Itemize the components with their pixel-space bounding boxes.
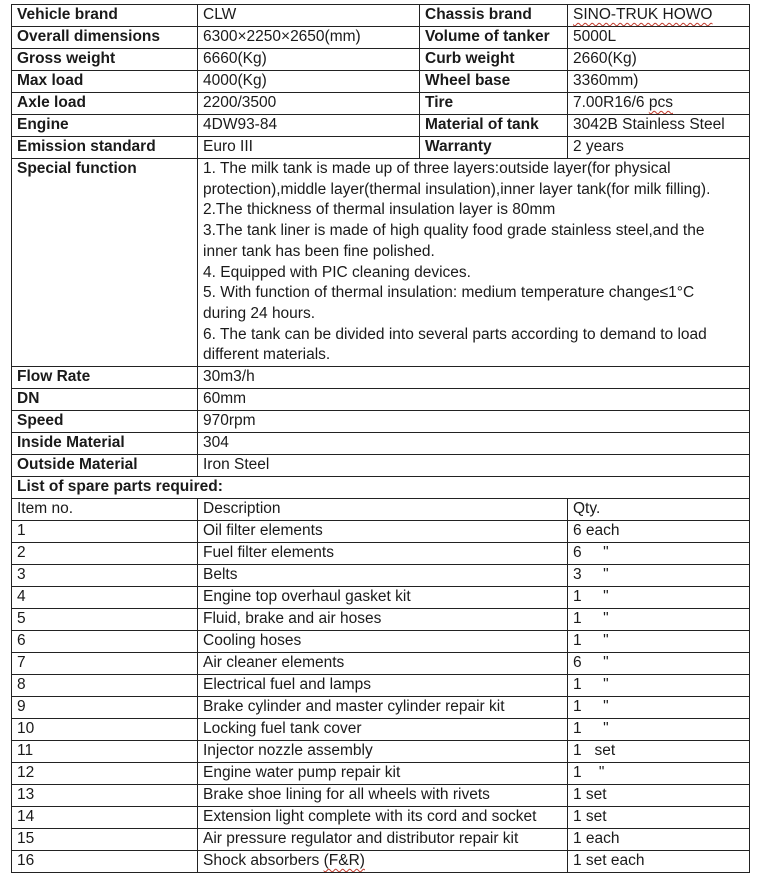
table-row xyxy=(12,543,750,565)
special-function-line: different materials. xyxy=(203,346,331,364)
description-cell: Oil filter elements xyxy=(198,521,568,543)
qty-cell: 1 set xyxy=(568,741,750,763)
spec-label: Vehicle brand xyxy=(12,5,198,27)
table-row xyxy=(12,763,750,785)
spec-value: 4DW93-84 xyxy=(198,115,420,137)
special-function-line: 6. The tank can be divided into several parts according to demand to load xyxy=(203,325,707,343)
table-row xyxy=(12,829,750,851)
spec-label: Material of tank xyxy=(420,115,568,137)
qty-cell: 1 " xyxy=(568,587,750,609)
qty-cell: 1 set xyxy=(568,807,750,829)
item-no-cell: 2 xyxy=(12,543,198,565)
table-row xyxy=(12,653,750,675)
extra-row xyxy=(12,411,750,433)
spare-parts-header-row xyxy=(12,499,750,521)
qty-cell: 1 " xyxy=(568,609,750,631)
item-no-cell: 3 xyxy=(12,565,198,587)
spec-value: 2 years xyxy=(568,137,750,159)
extra-label: DN xyxy=(12,389,198,411)
extra-value: 304 xyxy=(198,433,750,455)
spec-value: 7.00R16/6 pcs xyxy=(568,93,750,115)
extra-value: 60mm xyxy=(198,389,750,411)
description-cell: Extension light complete with its cord and socket xyxy=(198,807,568,829)
spare-parts-title-row xyxy=(12,477,750,499)
spec-row xyxy=(12,71,750,93)
item-no-cell: 4 xyxy=(12,587,198,609)
spec-label: Emission standard xyxy=(12,137,198,159)
qty-cell: 6 each xyxy=(568,521,750,543)
table-row xyxy=(12,609,750,631)
extra-row xyxy=(12,367,750,389)
extra-label: Speed xyxy=(12,411,198,433)
spec-label: Engine xyxy=(12,115,198,137)
item-no-cell: 12 xyxy=(12,763,198,785)
qty-cell: 3 " xyxy=(568,565,750,587)
description-cell xyxy=(198,851,568,873)
spec-label: Overall dimensions xyxy=(12,27,198,49)
special-function-label: Special function xyxy=(12,159,198,367)
description-cell: Locking fuel tank cover xyxy=(198,719,568,741)
spec-row xyxy=(12,93,750,115)
spec-label: Gross weight xyxy=(12,49,198,71)
description-cell: Injector nozzle assembly xyxy=(198,741,568,763)
column-header-qty: Qty. xyxy=(568,499,750,521)
special-function-line: 5. With function of thermal insulation: medium temperature change≤1°C xyxy=(203,284,695,302)
description-cell: Belts xyxy=(198,565,568,587)
qty-cell: 1 " xyxy=(568,631,750,653)
spec-label: Max load xyxy=(12,71,198,93)
spec-value: Euro III xyxy=(198,137,420,159)
spec-value xyxy=(568,5,750,27)
spare-parts-list xyxy=(12,521,750,873)
table-row xyxy=(12,521,750,543)
special-function-line: 2.The thickness of thermal insulation layer is 80mm xyxy=(203,201,556,219)
description-text: Shock absorbers (F&R) xyxy=(203,852,365,870)
description-cell: Brake cylinder and master cylinder repair kit xyxy=(198,697,568,719)
extra-label: Flow Rate xyxy=(12,367,198,389)
extra-value: 30m3/h xyxy=(198,367,750,389)
spec-value: 4000(Kg) xyxy=(198,71,420,93)
qty-cell: 1 set xyxy=(568,785,750,807)
special-function-row xyxy=(12,159,750,367)
special-function-line: protection),middle layer(thermal insulation),inner layer tank(for milk filling). xyxy=(203,180,711,198)
description-cell: Air cleaner elements xyxy=(198,653,568,675)
spec-label: Wheel base xyxy=(420,71,568,93)
item-no-cell: 9 xyxy=(12,697,198,719)
special-function-line: 1. The milk tank is made up of three layers:outside layer(for physical xyxy=(203,160,671,177)
vehicle-spec-table xyxy=(11,4,750,873)
column-header-description: Description xyxy=(198,499,568,521)
description-cell: Electrical fuel and lamps xyxy=(198,675,568,697)
table-row xyxy=(12,785,750,807)
special-function-line: 4. Equipped with PIC cleaning devices. xyxy=(203,263,471,281)
spec-label: Volume of tanker xyxy=(420,27,568,49)
spec-value: 5000L xyxy=(568,27,750,49)
qty-cell: 1 " xyxy=(568,719,750,741)
table-row xyxy=(12,697,750,719)
qty-cell: 6 " xyxy=(568,543,750,565)
spec-label: Warranty xyxy=(420,137,568,159)
description-cell: Air pressure regulator and distributor repair kit xyxy=(198,829,568,851)
spec-value: 2200/3500 xyxy=(198,93,420,115)
special-function-line: inner tank has been fine polished. xyxy=(203,242,435,260)
special-function-text xyxy=(198,159,750,367)
extra-row xyxy=(12,455,750,477)
extra-label: Inside Material xyxy=(12,433,198,455)
qty-cell: 1 each xyxy=(568,829,750,851)
spec-value: 3360mm) xyxy=(568,71,750,93)
item-no-cell: 13 xyxy=(12,785,198,807)
spec-value: 2660(Kg) xyxy=(568,49,750,71)
item-no-cell: 16 xyxy=(12,851,198,873)
item-no-cell: 5 xyxy=(12,609,198,631)
qty-cell: 6 " xyxy=(568,653,750,675)
extra-value: Iron Steel xyxy=(198,455,750,477)
spec-row xyxy=(12,27,750,49)
table-row xyxy=(12,851,750,873)
qty-cell: 1 set each xyxy=(568,851,750,873)
qty-cell: 1 " xyxy=(568,763,750,785)
table-row xyxy=(12,675,750,697)
spec-label: Curb weight xyxy=(420,49,568,71)
description-cell: Cooling hoses xyxy=(198,631,568,653)
item-no-cell: 14 xyxy=(12,807,198,829)
table-row xyxy=(12,631,750,653)
spare-parts-title: List of spare parts required: xyxy=(12,477,750,499)
spec-value: 3042B Stainless Steel xyxy=(568,115,750,137)
spec-value: 6660(Kg) xyxy=(198,49,420,71)
table-row xyxy=(12,741,750,763)
spec-value-text: SINO-TRUK HOWO xyxy=(573,6,713,23)
item-no-cell: 11 xyxy=(12,741,198,763)
item-no-cell: 6 xyxy=(12,631,198,653)
spec-row xyxy=(12,115,750,137)
table-row xyxy=(12,587,750,609)
spec-row xyxy=(12,137,750,159)
item-no-cell: 8 xyxy=(12,675,198,697)
special-function-line: during 24 hours. xyxy=(203,304,316,322)
spec-row xyxy=(12,49,750,71)
description-cell: Brake shoe lining for all wheels with rivets xyxy=(198,785,568,807)
item-no-cell: 10 xyxy=(12,719,198,741)
column-header-item-no: Item no. xyxy=(12,499,198,521)
extra-row xyxy=(12,433,750,455)
spec-value: 6300×2250×2650(mm) xyxy=(198,27,420,49)
extra-row xyxy=(12,389,750,411)
table-row xyxy=(12,719,750,741)
qty-cell: 1 " xyxy=(568,675,750,697)
description-cell: Engine water pump repair kit xyxy=(198,763,568,785)
description-cell: Fuel filter elements xyxy=(198,543,568,565)
extra-label: Outside Material xyxy=(12,455,198,477)
spec-label: Tire xyxy=(420,93,568,115)
special-function-line: 3.The tank liner is made of high quality food grade stainless steel,and the xyxy=(203,222,705,240)
table-row xyxy=(12,807,750,829)
spec-value: CLW xyxy=(198,5,420,27)
spec-label: Chassis brand xyxy=(420,5,568,27)
extra-value: 970rpm xyxy=(198,411,750,433)
spec-label: Axle load xyxy=(12,93,198,115)
qty-cell: 1 " xyxy=(568,697,750,719)
item-no-cell: 1 xyxy=(12,521,198,543)
spec-row xyxy=(12,5,750,27)
item-no-cell: 15 xyxy=(12,829,198,851)
table-row xyxy=(12,565,750,587)
description-cell: Engine top overhaul gasket kit xyxy=(198,587,568,609)
description-cell: Fluid, brake and air hoses xyxy=(198,609,568,631)
item-no-cell: 7 xyxy=(12,653,198,675)
